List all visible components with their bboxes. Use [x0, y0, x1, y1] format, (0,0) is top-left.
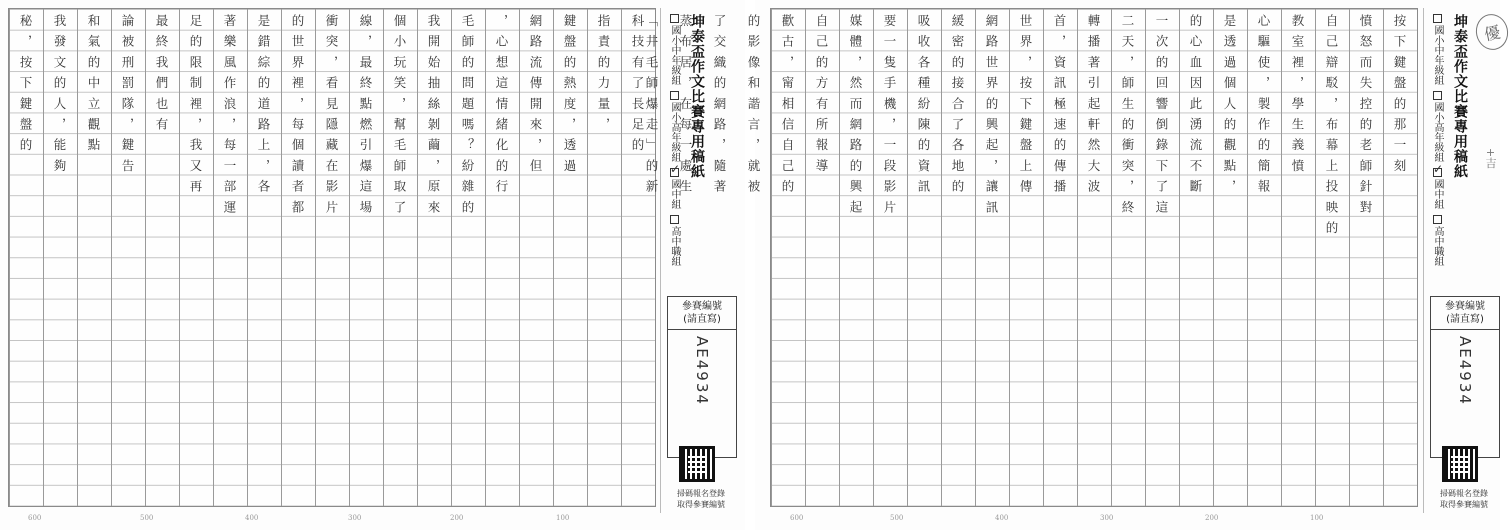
essay-column: 轉播著引起軒然大波 — [1086, 14, 1101, 201]
scale-mark: 600 — [28, 514, 42, 522]
scale-mark: 400 — [245, 514, 259, 522]
essay-column: 我發文的人，能夠 — [52, 14, 67, 180]
entry-number-code: AE4934 — [693, 336, 711, 406]
essay-column: 緩密的接合了各地的 — [950, 14, 965, 201]
category-option — [1430, 215, 1445, 266]
essay-column: 教室裡，學生義憤 — [1290, 14, 1305, 180]
right-info-column — [1423, 8, 1504, 513]
scale-mark: 300 — [348, 514, 362, 522]
category-option — [1430, 168, 1445, 209]
essay-column: 媒體，然而網路的興起 — [848, 14, 863, 221]
left-text-columns — [8, 14, 654, 504]
essay-column: 秘，按下鍵盤的 — [18, 14, 33, 159]
essay-column: 按下鍵盤的那一刻 — [1392, 14, 1407, 180]
checkbox-icon — [1433, 14, 1442, 23]
entry-number-code: AE4934 — [1456, 336, 1474, 406]
scale-mark: 100 — [1310, 514, 1324, 522]
essay-column: 世界，按下鍵盤上傳 — [1018, 14, 1033, 201]
essay-column: 自己的方有所報導 — [814, 14, 829, 180]
category-option — [1430, 91, 1445, 162]
essay-column: 線，最終點燃引爆這場 — [358, 14, 373, 221]
category-label: 高中職組 — [1432, 226, 1443, 266]
entry-number-box — [1430, 296, 1500, 458]
right-manuscript-sheet — [644, 0, 1503, 530]
essay-column: 要一隻手機，一段影片 — [882, 14, 897, 221]
essay-column: 的心血因此湧流不斷 — [1188, 14, 1203, 201]
qr-caption: 掃碼報名登錄 取得參賽編號 — [1440, 489, 1488, 509]
qr-code-icon — [1442, 446, 1478, 482]
entry-number-header: 參賽編號 (請直寫) — [1431, 297, 1499, 330]
essay-column: 吸收各種紛陳的資訊 — [916, 14, 931, 201]
essay-column: 「井毛師爆走」的新 — [644, 14, 659, 201]
essay-column: 最終我們也有 — [154, 14, 169, 139]
essay-column — [0, 14, 8, 504]
scale-mark: 600 — [790, 514, 804, 522]
essay-column: 二天，師生的衝突，終 — [1120, 14, 1135, 221]
essay-column: 網路世界的興起，讓訊 — [984, 14, 999, 221]
essay-column: 衝突，看見隱藏在影片 — [324, 14, 339, 221]
checkbox-icon — [1433, 91, 1442, 100]
category-option — [1430, 14, 1445, 85]
sheet-title: 坤泰盃作文比賽專用稿紙 — [1452, 14, 1468, 179]
essay-column: 足的限制裡，我又再 — [188, 14, 203, 201]
checkbox-icon — [1433, 215, 1442, 224]
entry-number-header: 參賽編號 (請直寫) — [668, 297, 736, 330]
category-label: 高中職組 — [669, 226, 680, 266]
essay-column: 一次的回響倒錄下了這 — [1154, 14, 1169, 221]
essay-column: 論被刑罰隊，鍵告 — [120, 14, 135, 180]
category-label: 國中組 — [669, 179, 680, 209]
essay-column: 科技有了長足的 — [630, 14, 645, 159]
category-label: 國小中年級組 — [669, 25, 680, 85]
category-label: 國小中年級組 — [1432, 25, 1443, 85]
scale-mark: 100 — [556, 514, 570, 522]
category-label: 國中組 — [1432, 179, 1443, 209]
category-label: 國小高年級組 — [669, 102, 680, 162]
essay-column: 是透過個人的觀點， — [1222, 14, 1237, 201]
essay-column: 我開始抽絲剝繭，原來 — [426, 14, 441, 221]
essay-column: 個小玩笑，幫毛師取了 — [392, 14, 407, 221]
essay-column: 自己辯駁，布幕上投映的 — [1324, 14, 1339, 242]
essay-column: 了交織的網路，隨著 — [712, 14, 727, 201]
scale-mark: 500 — [140, 514, 154, 522]
checked-checkbox-icon — [1433, 168, 1442, 177]
essay-column: 首，資訊極速的傳播 — [1052, 14, 1067, 201]
essay-column: 網路流傳開來，但 — [528, 14, 543, 180]
qr-caption: 掃碼報名登錄 取得參賽編號 — [677, 489, 725, 509]
essay-column: 鍵盤的熱度，透過 — [562, 14, 577, 180]
scale-mark: 300 — [1100, 514, 1114, 522]
essay-column: 著樂風作浪，每一部運 — [222, 14, 237, 221]
grader-signature: +吉 — [1484, 148, 1497, 169]
essay-column: 的世界裡，每個讀者都 — [290, 14, 305, 221]
essay-column: 毛師的問題嗎？紛雜的 — [460, 14, 475, 221]
essay-column: ，心想這情緒化的行 — [494, 14, 509, 201]
essay-column: 指責的力量， — [596, 14, 611, 139]
essay-column: 是錯綜的道路上，各 — [256, 14, 271, 201]
category-checklist — [1430, 14, 1445, 266]
essay-column: 的影像和諧言，就被 — [746, 14, 761, 201]
essay-column: 憤怒而失控的老師針對 — [1358, 14, 1373, 221]
grade-mark: 優 — [1473, 11, 1511, 53]
scale-mark: 200 — [450, 514, 464, 522]
sheet-title: 坤泰盃作文比賽專用稿紙 — [689, 14, 705, 179]
essay-column: 蒸布居，在每一處生 — [678, 14, 693, 201]
essay-column: 歡古，甯相信自己的 — [780, 14, 795, 201]
scale-mark: 400 — [995, 514, 1009, 522]
essay-column: 和氣的中立觀點 — [86, 14, 101, 159]
category-label: 國小高年級組 — [1432, 102, 1443, 162]
scale-mark: 200 — [1205, 514, 1219, 522]
scale-mark: 500 — [890, 514, 904, 522]
essay-column: 心驅使，製作的簡報 — [1256, 14, 1271, 201]
